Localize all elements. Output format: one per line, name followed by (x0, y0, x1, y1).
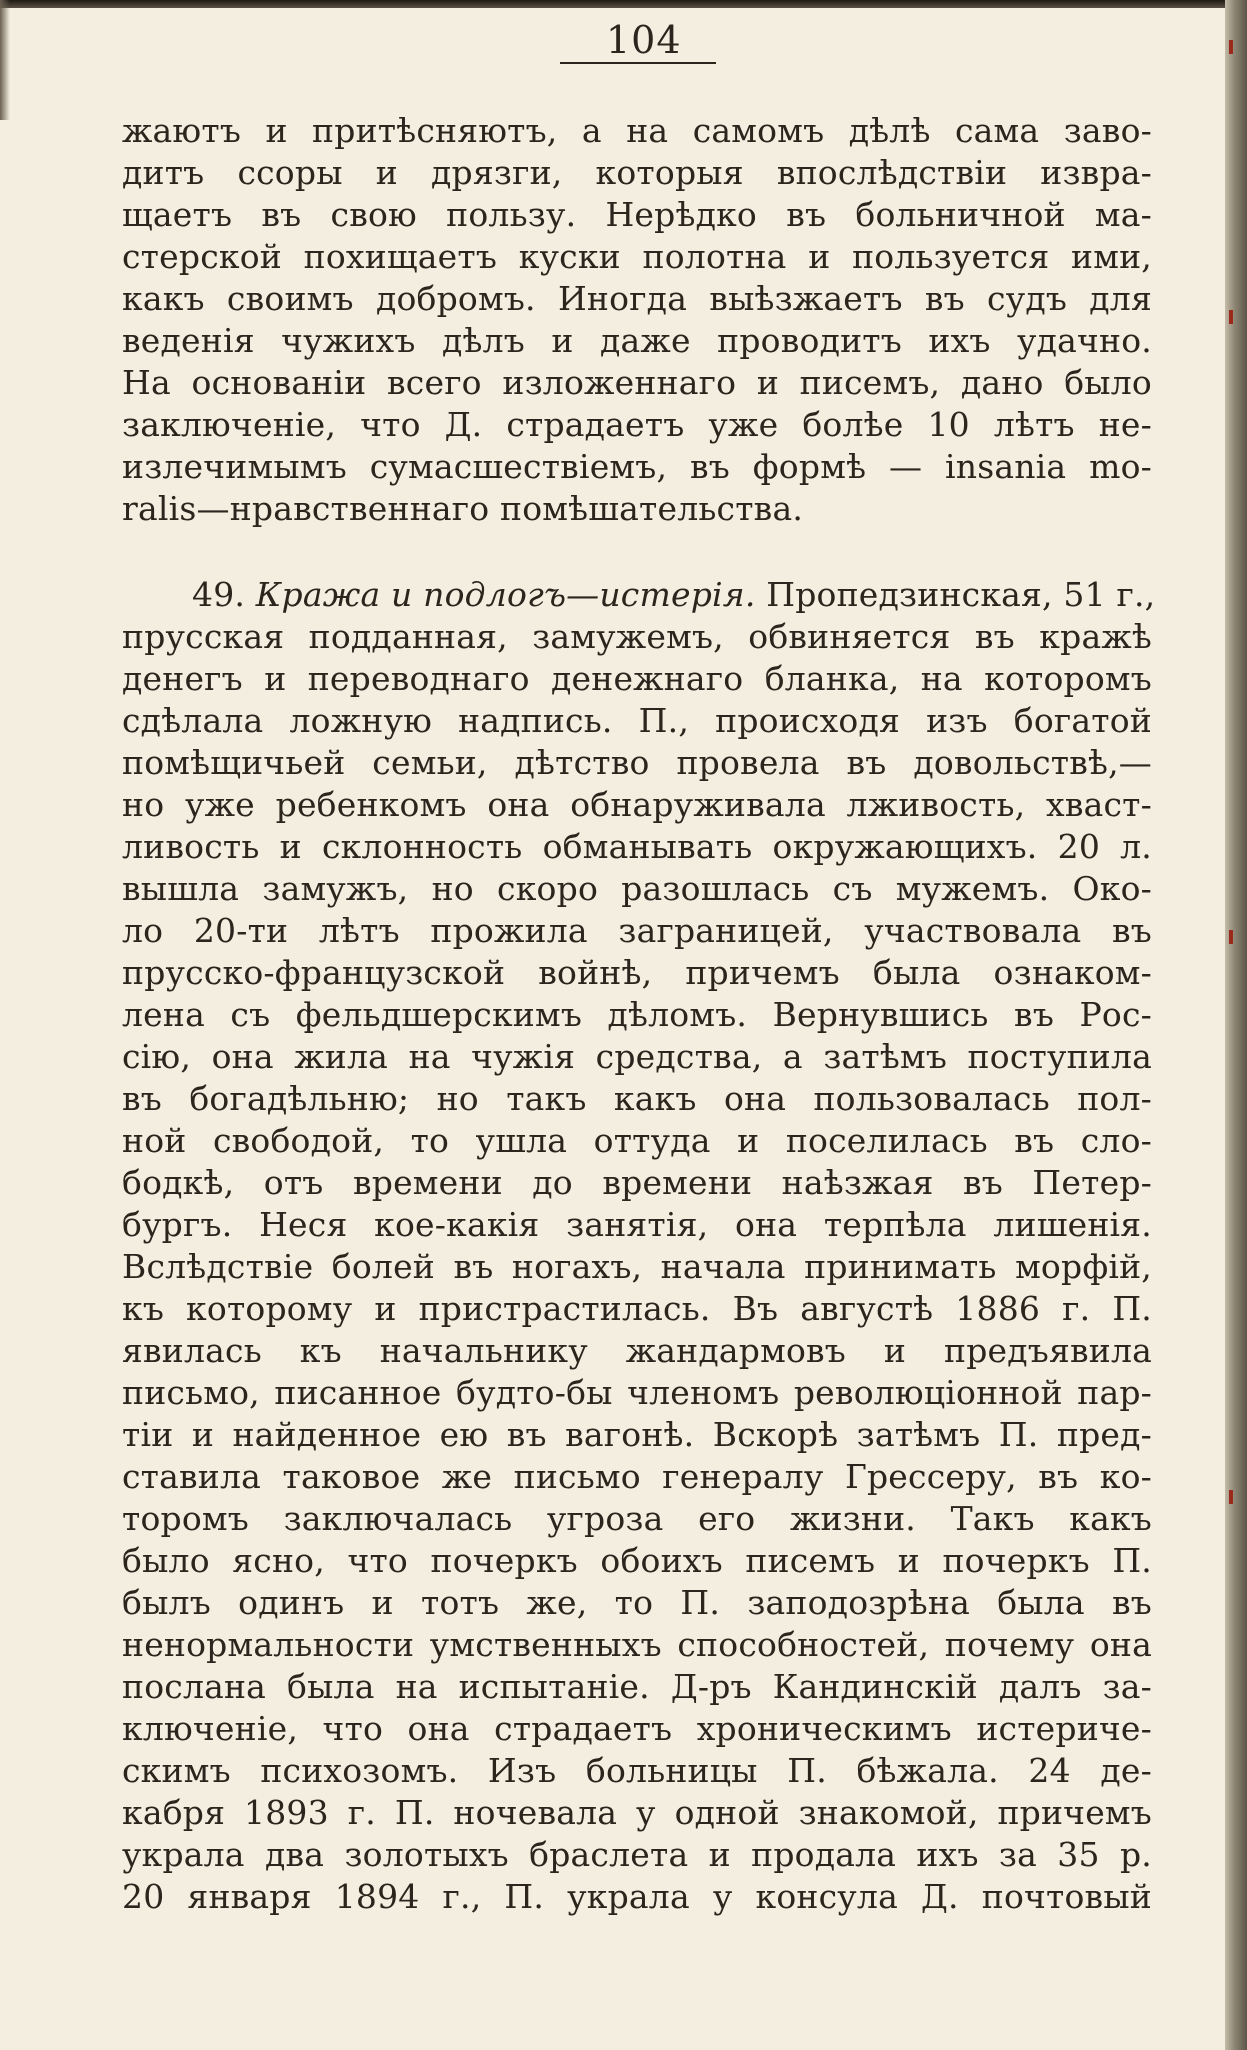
text-line: бургъ. Неся кое-какія занятія, она терпѣла лишенія. (122, 1205, 1152, 1244)
paragraph-gap (122, 530, 1152, 574)
scan-top-edge (0, 0, 1247, 8)
text-line: прусско-французской войнѣ, причемъ была ознаком- (122, 953, 1152, 992)
page-number: 104 (606, 18, 682, 62)
text-line: письмо, писанное будто-бы членомъ революціонной пар- (122, 1373, 1152, 1412)
text-line: къ которому и пристрастилась. Въ августѣ 1886 г. П. (122, 1289, 1152, 1328)
case-49 (122, 574, 1156, 1918)
text-line: прусская подданная, замужемъ, обвиняется въ кражѣ (122, 617, 1152, 656)
case-number: 49. (192, 575, 246, 614)
text-line: заключеніе, что Д. страдаетъ уже болѣе 10 лѣтъ не- (122, 405, 1152, 444)
paragraph-continued (122, 110, 1152, 530)
text-line: Вслѣдствіе болей въ ногахъ, начала принимать морфій, (122, 1247, 1152, 1286)
text-line: ной свободой, то ушла оттуда и поселилась въ сло- (122, 1121, 1152, 1160)
text-line: денегъ и переводнаго денежнаго бланка, на которомъ (122, 659, 1152, 698)
page-text (122, 110, 1156, 1918)
edge-mark (1229, 40, 1233, 54)
text-line: но уже ребенкомъ она обнаруживала лживость, хваст- (122, 785, 1152, 824)
text-line: щаетъ въ свою пользу. Нерѣдко въ больничной ма- (122, 195, 1152, 234)
text-line: стерской похищаетъ куски полотна и пользуется ими, (122, 237, 1152, 276)
text-line: ставила таковое же письмо генералу Грессеру, въ ко- (122, 1457, 1152, 1496)
page-number-rule (560, 62, 716, 64)
case-title: Кража и подлогъ—истерія. (255, 575, 756, 614)
text-line: лена съ фельдшерскимъ дѣломъ. Вернувшись въ Рос- (122, 995, 1152, 1034)
text-line: ливость и склонность обманывать окружающихъ. 20 л. (122, 827, 1152, 866)
text-line: веденія чужихъ дѣлъ и даже проводитъ ихъ удачно. (122, 321, 1152, 360)
text-line: было ясно, что почеркъ обоихъ писемъ и почеркъ П. (122, 1541, 1152, 1580)
text-line: украла два золотыхъ браслета и продала ихъ за 35 р. (122, 1835, 1152, 1874)
scan-left-edge (0, 0, 10, 120)
text-line: кабря 1893 г. П. ночевала у одной знакомой, причемъ (122, 1793, 1152, 1832)
case-heading-line (122, 574, 1156, 616)
text-line: ло 20-ти лѣтъ прожила заграницей, участвовала въ (122, 911, 1152, 950)
text-line: ralis—нравственнаго помѣшательства. (122, 489, 804, 528)
text-line: ключеніе, что она страдаетъ хроническимъ истериче- (122, 1709, 1152, 1748)
edge-mark (1229, 1490, 1233, 1504)
text-line: какъ своимъ добромъ. Иногда выѣзжаетъ въ судъ для (122, 279, 1152, 318)
text-line: былъ одинъ и тотъ же, то П. заподозрѣна была въ (122, 1583, 1152, 1622)
text-line: явилась къ начальнику жандармовъ и предъявила (122, 1331, 1152, 1370)
text-line: сдѣлала ложную надпись. П., происходя изъ богатой (122, 701, 1152, 740)
text-line: послана была на испытаніе. Д-ръ Кандинскій далъ за- (122, 1667, 1152, 1706)
text-line: тіи и найденное ею въ вагонѣ. Вскорѣ затѣмъ П. пред- (122, 1415, 1152, 1454)
text-line: дитъ ссоры и дрязги, которыя впослѣдствіи извра- (122, 153, 1152, 192)
text-line: На основаніи всего изложеннаго и писемъ, дано было (122, 363, 1152, 402)
text-line: ненормальности умственныхъ способностей, почему она (122, 1625, 1152, 1664)
edge-mark (1229, 310, 1233, 324)
text-line: вышла замужъ, но скоро разошлась съ мужемъ. Око- (122, 869, 1152, 908)
text-line: бодкѣ, отъ времени до времени наѣзжая въ Петер- (122, 1163, 1152, 1202)
text-line: торомъ заключалась угроза его жизни. Такъ какъ (122, 1499, 1152, 1538)
edge-mark (1229, 930, 1233, 944)
text-line: 20 января 1894 г., П. украла у консула Д. почтовый (122, 1877, 1152, 1916)
text-line: скимъ психозомъ. Изъ больницы П. бѣжала. 24 де- (122, 1751, 1152, 1790)
page-right-edge (1225, 0, 1247, 2050)
case-heading-rest: Пропедзинская, 51 г., (766, 575, 1156, 614)
text-line: помѣщичьей семьи, дѣтство провела въ довольствѣ,— (122, 743, 1152, 782)
text-line: излечимымъ сумасшествіемъ, въ формѣ — insania mo- (122, 447, 1152, 486)
text-line: сію, она жила на чужія средства, а затѣмъ поступила (122, 1037, 1152, 1076)
text-line: въ богадѣльню; но такъ какъ она пользовалась пол- (122, 1079, 1152, 1118)
text-line: жаютъ и притѣсняютъ, а на самомъ дѣлѣ сама заво- (122, 111, 1152, 150)
